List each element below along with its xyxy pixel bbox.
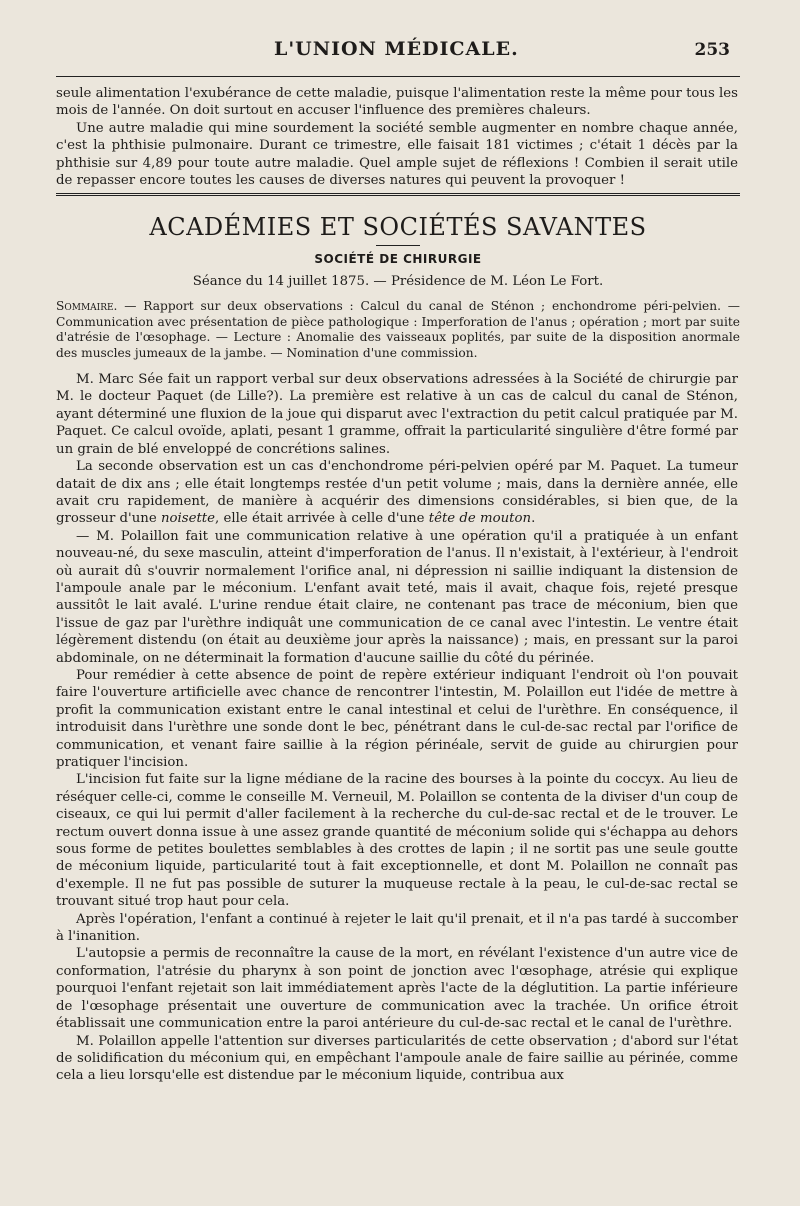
article-body xyxy=(56,371,740,1085)
article-paragraph-8: M. Polaillon appelle l'attention sur diverses particularités de cette observation ; d'abord sur l'état de solidification du méconium qui, en empêchant l'ampoule anale de faire saillie au périnée, comme cela a lieu lorsqu'elle est distendue par le méconium liquide, contribua aux xyxy=(56,1033,738,1084)
emphasis-noisette: noisette xyxy=(160,511,216,527)
title-underline xyxy=(376,245,420,246)
journal-title: L'UNION MÉDICALE. xyxy=(274,38,519,60)
session-line: Séance du 14 juillet 1875. — Présidence de M. Léon Le Fort. xyxy=(192,274,604,290)
society-heading: SOCIÉTÉ DE CHIRURGIE xyxy=(314,252,482,267)
intro-paragraph-2: Une autre maladie qui mine sourdement la société semble augmenter en nombre chaque année, c'est la phthisie pulmonaire. Durant ce trimestre, elle faisait 181 victimes ; c'était 1 décès par la phthisie sur 4,89 pour toute autre maladie. Quel ample sujet de réflexions ! Combien il serait utile de repasser encore toutes les causes de diverses natures qui peuvent la provoquer ! xyxy=(56,120,738,189)
page-number: 253 xyxy=(694,40,730,60)
running-head xyxy=(56,38,740,66)
intro-paragraph-1: seule alimentation l'exubérance de cette maladie, puisque l'alimentation reste la même pour tous les mois de l'année. On doit surtout en accuser l'influence des premières chaleurs. xyxy=(56,86,738,119)
article-paragraph-5: L'incision fut faite sur la ligne médiane de la racine des bourses à la pointe du coccyx. Au lieu de réséquer celle-ci, comme le conseille M. Verneuil, M. Polaillon se contenta de la diviser d'un coup de ciseaux, ce qui lui permit d'aller facilement à la recherche du cul-de-sac rectal et de le trouver. Le rectum ouvert donna issue à une assez grande quantité de méconium solide qui s'échappa au dehors sous forme de petites boulettes semblables à des crottes de lapin ; il ne sortit pas une seule goutte de méconium liquide, particularité tout à fait exceptionnelle, et dont M. Polaillon ne connaît pas d'exemple. Il ne fut pas possible de suturer la muqueuse rectale à la peau, le cul-de-sac rectal se trouvant situé trop haut pour cela. xyxy=(56,772,738,910)
summary xyxy=(56,299,740,361)
article-paragraph-3: — M. Polaillon fait une communication relative à une opération qu'il a pratiquée à un enfant nouveau-né, du sexe masculin, atteint d'imperforation de l'anus. Il n'existait, à l'extérieur, à l'endroit où aurait dû s'ouvrir normalement l'orifice anal, ni dépression ni saillie indiquant la distension de l'ampoule anale par le méconium. L'enfant avait teté, mais il avait, chaque fois, rejeté presque aussitôt le lait avalé. L'urine rendue était claire, ne contenant pas trace de méconium, bien que l'issue de gaz par l'urèthre indiquât une communication de ce canal avec l'intestin. Le ventre était légèrement distendu (on était au deuxième jour après la naissance) ; mais, en pressant sur la paroi abdominale, on ne déterminait la formation d'aucune saillie du côté du périnée. xyxy=(56,528,738,666)
intro-text xyxy=(56,85,740,189)
summary-text: — Rapport sur deux observations : Calcul du canal de Sténon ; enchondrome péri-pelvien. — Communication avec présentation de pièce pathologique : Imperforation de l'anus ; opération ; mort par suite d'atrésie de l'œsophage. — Lecture : Anomalie des vaisseaux poplités, par suite de la disposition anormale des muscles jumeaux de la jambe. — Nomination d'une commission. xyxy=(56,299,740,360)
article-paragraph-1: M. Marc Sée fait un rapport verbal sur deux observations adressées à la Société de chirurgie par M. le docteur Paquet (de Lille?). La première est relative à un cas de calcul du canal de Sténon, ayant déterminé une fluxion de la joue qui disparut avec l'extraction du petit calcul pratiquée par M. Paquet. Ce calcul ovoïde, aplati, pesant 1 gramme, offrait la particularité singulière d'être formé par un grain de blé enveloppé de concrétions salines. xyxy=(56,372,738,457)
summary-label: Sommaire. xyxy=(56,299,118,314)
article-paragraph-6: Après l'opération, l'enfant a continué à rejeter le lait qu'il prenait, et il n'a pas tardé à succomber à l'inanition. xyxy=(56,911,738,945)
article-paragraph-4: Pour remédier à cette absence de point de repère extérieur indiquant l'endroit où l'on pouvait faire l'ouverture artificielle avec chance de rencontrer l'intestin, M. Polaillon eut l'idée de mettre à profit la communication existant entre le canal intestinal et celui de l'urèthre. En conséquence, il introduisit dans l'urèthre une sonde dont le bec, pénétrant dans le cul-de-sac rectal par l'orifice de communication, et venant faire saillie à la région périnéale, servit de guide au chirurgien pour pratiquer l'incision. xyxy=(56,667,738,770)
section-title: ACADÉMIES ET SOCIÉTÉS SAVANTES xyxy=(149,213,647,242)
article-paragraph-2: La seconde observation est un cas d'enchondrome péri-pelvien opéré par M. Paquet. La tumeur datait de dix ans ; elle était longtemps restée d'un petit volume ; mais, dans la dernière année, elle avait cru rapidement, de manière à acquérir des dimensions considérables, si bien que, de la grosseur d'une noisette, elle était arrivée à celle d'une tête de mouton. xyxy=(56,459,738,527)
emphasis-tete-de-mouton: tête de mouton xyxy=(428,511,532,527)
header-rule xyxy=(56,76,740,77)
article-paragraph-7: L'autopsie a permis de reconnaître la cause de la mort, en révélant l'existence d'un autre vice de conformation, l'atrésie du pharynx à son point de jonction avec l'œsophage, atrésie qui explique pourquoi l'enfant rejetait son lait immédiatement après l'acte de la déglutition. La partie inférieure de l'œsophage présentait une ouverture de communication avec la trachée. Un orifice étroit établissait une communication entre la paroi antérieure du cul-de-sac rectal et le canal de l'urèthre. xyxy=(56,946,738,1032)
section-separator xyxy=(56,193,740,199)
